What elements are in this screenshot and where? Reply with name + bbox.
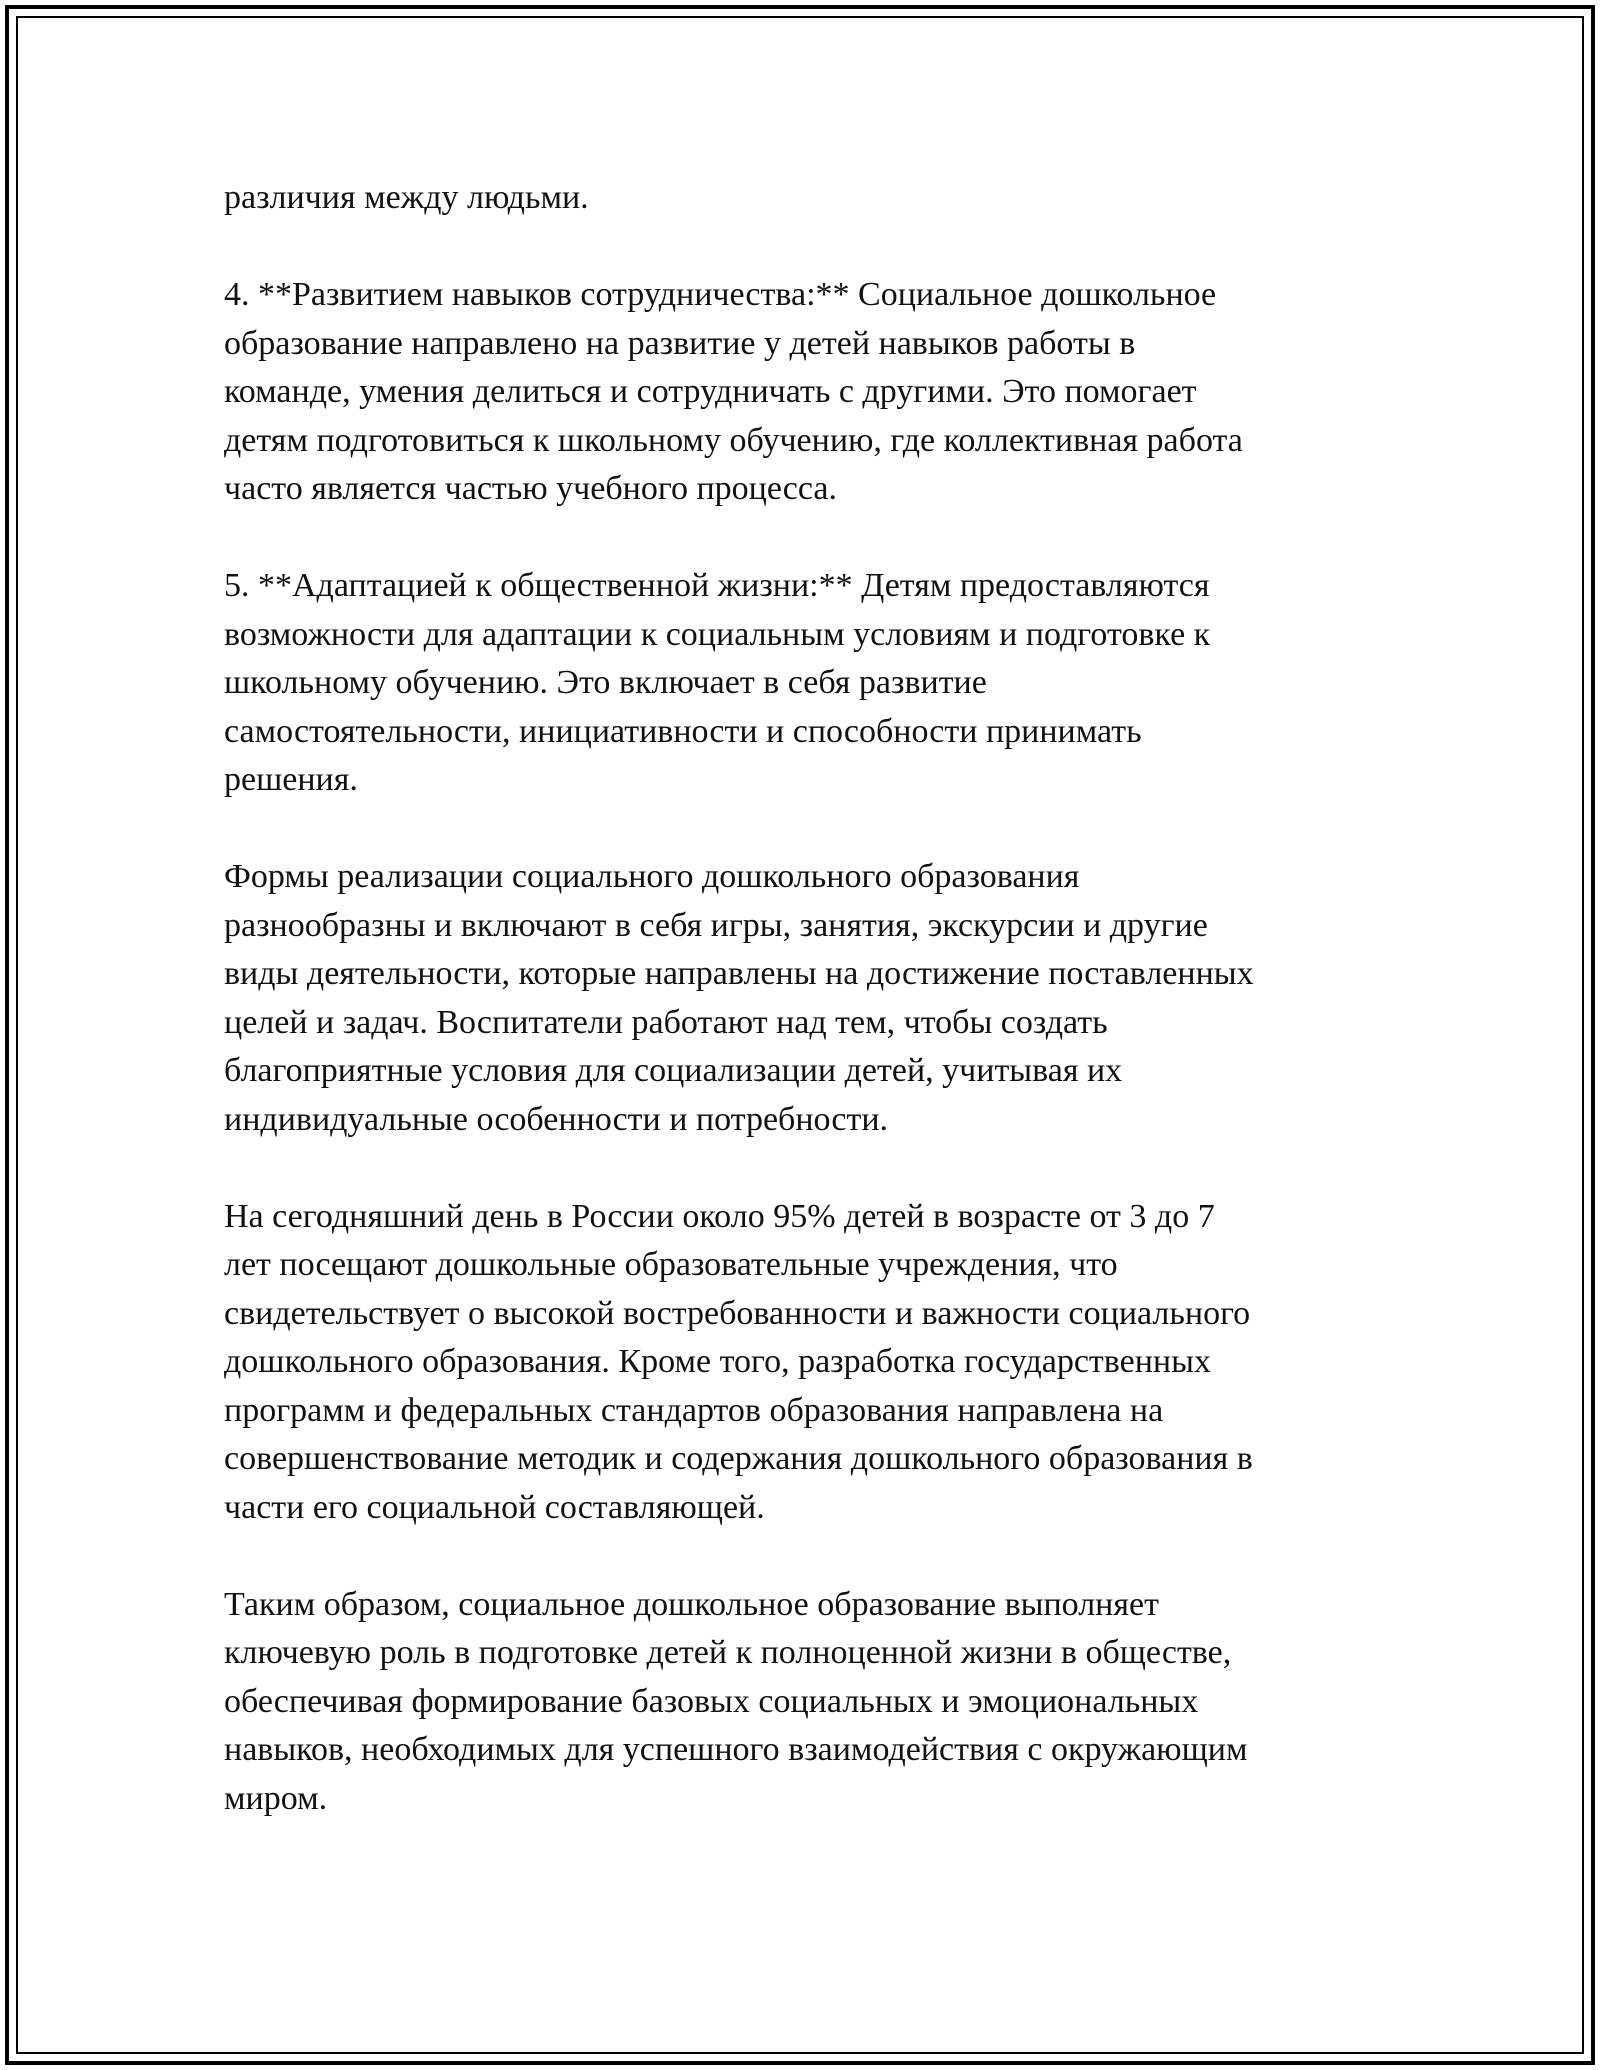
text-line: дошкольного образования. Кроме того, разработка государственных [224, 1343, 1211, 1380]
text-line: целей и задач. Воспитатели работают над тем, чтобы создать [224, 1003, 1108, 1041]
paragraph-spacer [224, 1532, 1374, 1581]
text-line: детям подготовиться к школьному обучению, где коллективная работа [224, 421, 1243, 459]
text-line: части его социальной составляющей. [224, 1488, 765, 1526]
paragraph-forms [224, 853, 1374, 1144]
text-line: Таким образом, социальное дошкольное образование выполняет [224, 1585, 1159, 1623]
text-line: благоприятные условия для социализации детей, учитывая их [224, 1052, 1123, 1089]
text-line: различия между людьми. [224, 179, 589, 216]
text-line: свидетельствует о высокой востребованности и важности социального [224, 1294, 1251, 1332]
text-line: 4. **Развитием навыков сотрудничества:** Социальное дошкольное [224, 276, 1217, 313]
text-line: часто является частью учебного процесса. [224, 470, 837, 507]
text-line: 5. **Адаптацией к общественной жизни:** Детям предоставляются [224, 567, 1210, 604]
text-line: программ и федеральных стандартов образования направлена на [224, 1391, 1164, 1429]
paragraph-continuation [224, 174, 1374, 223]
paragraph-item-5-adaptation [224, 562, 1374, 805]
paragraph-spacer [224, 223, 1374, 272]
text-line: самостоятельности, инициативности и способности принимать [224, 712, 1142, 750]
paragraph-conclusion [224, 1581, 1374, 1824]
text-line: Формы реализации социального дошкольного образования [224, 858, 1080, 895]
text-line: обеспечивая формирование базовых социальных и эмоциональных [224, 1682, 1199, 1720]
paragraph-spacer [224, 1144, 1374, 1193]
paragraph-item-4-cooperation [224, 271, 1374, 514]
text-line: лет посещают дошкольные образовательные учреждения, что [224, 1246, 1118, 1283]
text-line: миром. [224, 1779, 328, 1817]
document-body [224, 174, 1374, 1823]
text-line: индивидуальные особенности и потребности. [224, 1100, 889, 1138]
text-line: На сегодняшний день в России около 95% детей в возрасте от 3 до 7 [224, 1197, 1215, 1235]
text-line: образование направлено на развитие у детей навыков работы в [224, 324, 1136, 362]
text-line: разнообразны и включают в себя игры, занятия, экскурсии и другие [224, 906, 1208, 944]
text-line: навыков, необходимых для успешного взаимодействия с окружающим [224, 1731, 1248, 1768]
text-line: школьному обучению. Это включает в себя развитие [224, 664, 987, 701]
text-line: команде, умения делиться и сотрудничать с другими. Это помогает [224, 373, 1197, 410]
paragraph-spacer [224, 805, 1374, 854]
paragraph-spacer [224, 514, 1374, 563]
text-line: ключевую роль в подготовке детей к полноценной жизни в обществе, [224, 1634, 1232, 1671]
paragraph-statistics [224, 1193, 1374, 1533]
text-line: совершенствование методик и содержания дошкольного образования в [224, 1440, 1253, 1477]
text-line: виды деятельности, которые направлены на достижение поставленных [224, 955, 1254, 992]
text-line: решения. [224, 761, 358, 798]
text-line: возможности для адаптации к социальным условиям и подготовке к [224, 615, 1211, 653]
